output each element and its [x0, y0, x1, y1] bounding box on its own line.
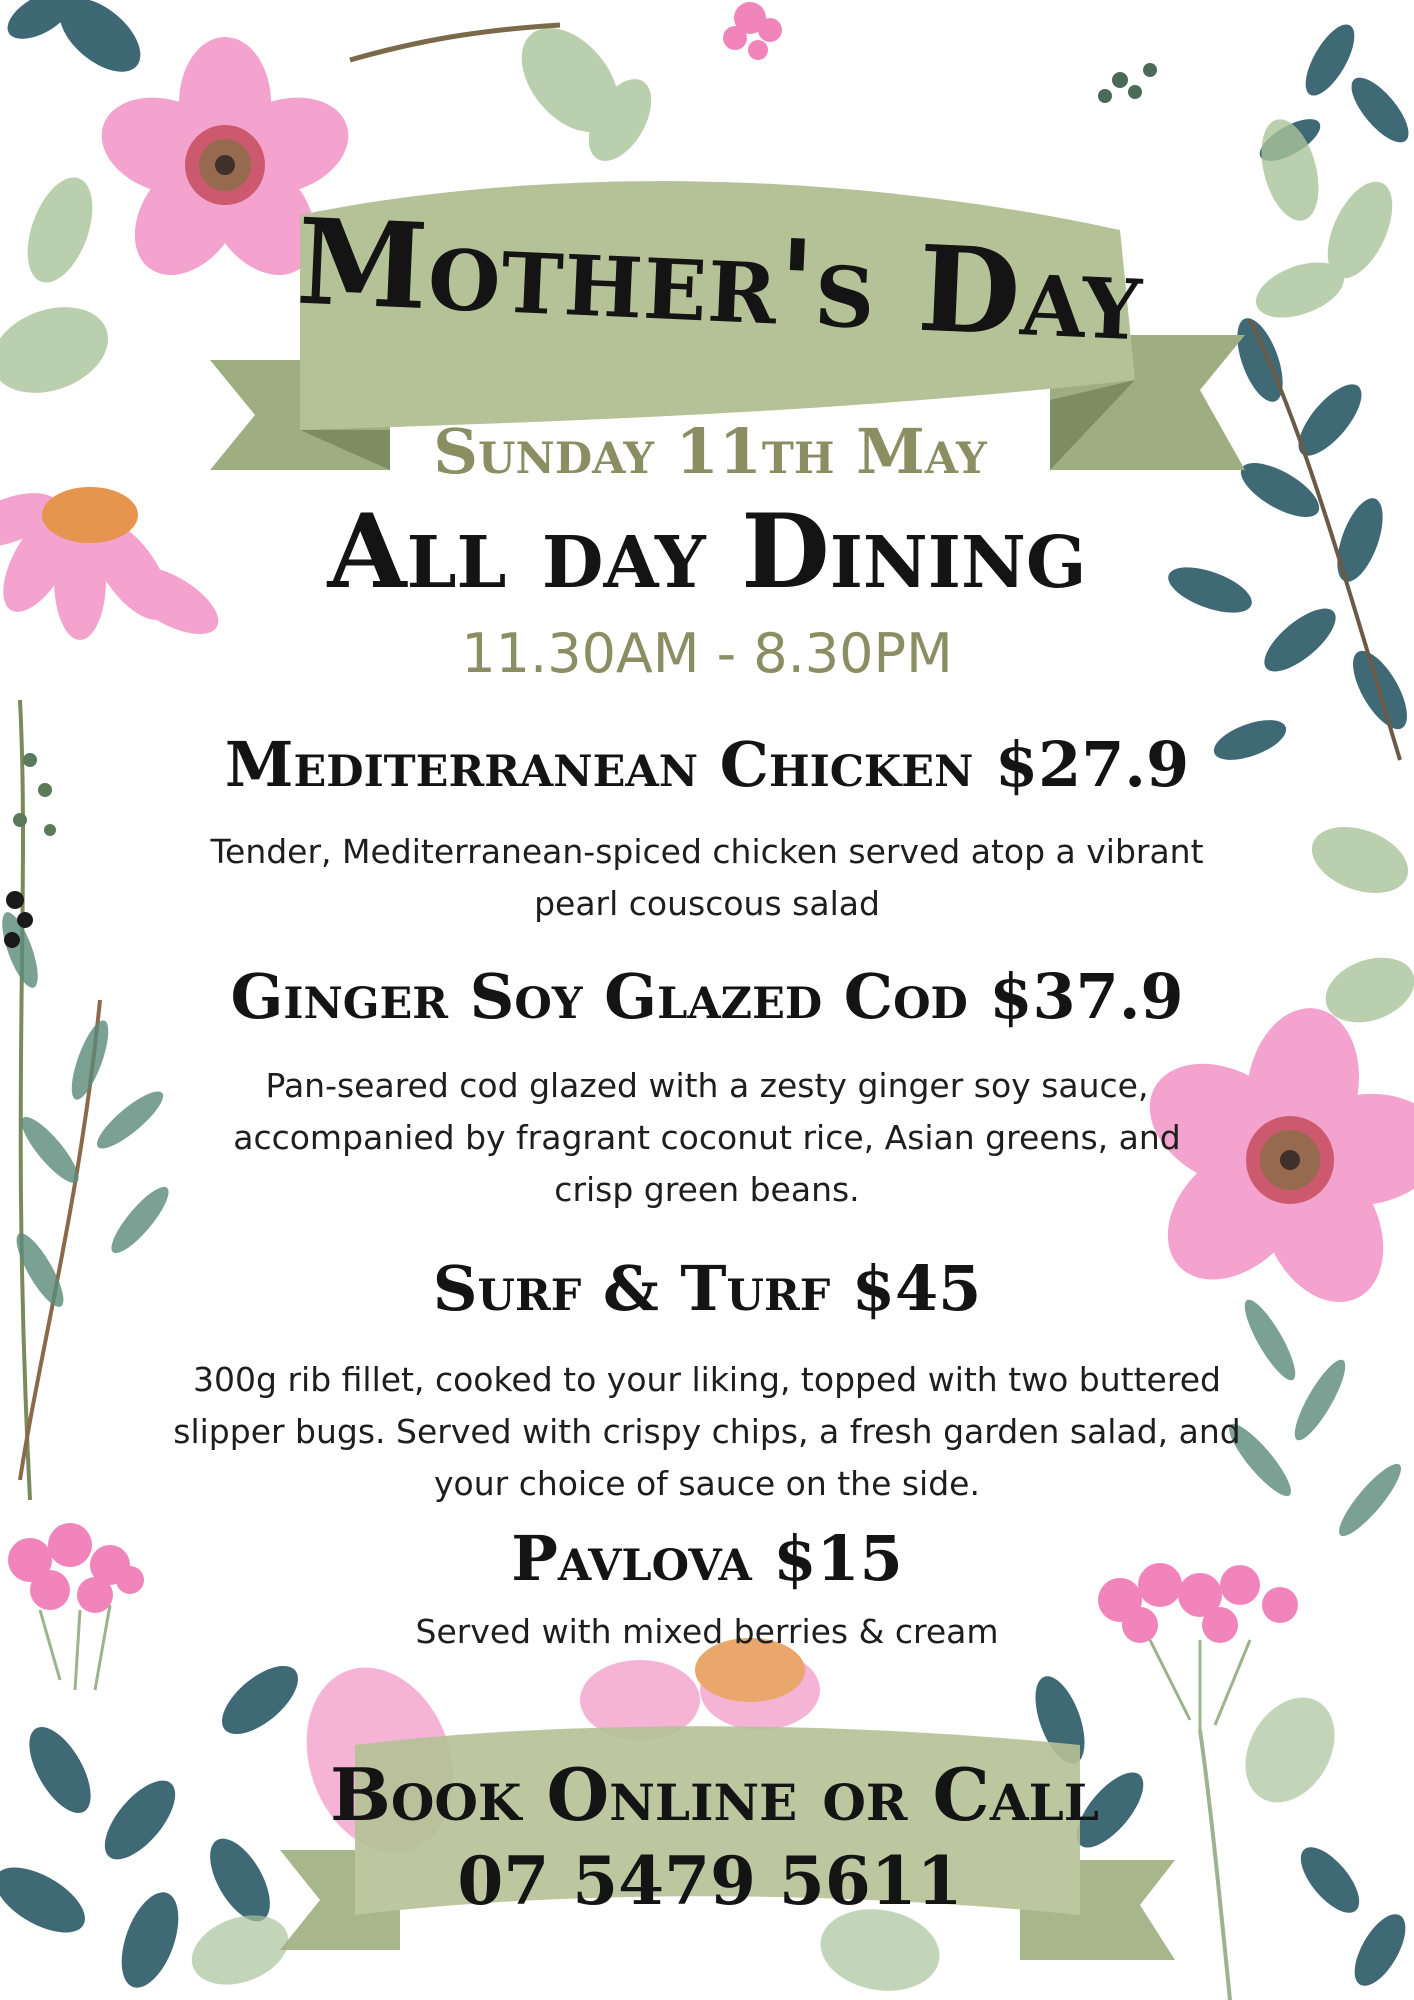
menu-item-description: Served with mixed berries & cream [415, 1612, 999, 1651]
menu-item-description: 300g rib fillet, cooked to your liking, topped with two buttered slipper bugs. Served with crispy chips, a fresh garden salad, and your choice of sauce on the side. [173, 1360, 1241, 1503]
phone-number[interactable]: 07 5479 5611 [457, 1842, 963, 1920]
opening-hours: 11.30AM - 8.30PM [461, 622, 953, 685]
menu-item-description: Tender, Mediterranean-spiced chicken served atop a vibrant pearl couscous salad [210, 832, 1204, 923]
menu-item-name: Pavlova $15 [511, 1522, 903, 1595]
page-title: Mother's Day [294, 191, 1146, 368]
menu-item-name: Mediterranean Chicken $27.9 [224, 728, 1190, 801]
menu-item-description: Pan-seared cod glazed with a zesty ginger soy sauce, accompanied by fragrant coconut rice, Asian greens, and crisp green beans. [233, 1066, 1181, 1209]
menu-item-name: Ginger Soy Glazed Cod $37.9 [230, 960, 1184, 1033]
dining-heading: All day Dining [327, 492, 1087, 612]
menu-item-name: Surf & Turf $45 [432, 1252, 982, 1325]
event-date: Sunday 11th May [433, 415, 987, 488]
booking-call-to-action: Book Online or Call [330, 1752, 1099, 1837]
